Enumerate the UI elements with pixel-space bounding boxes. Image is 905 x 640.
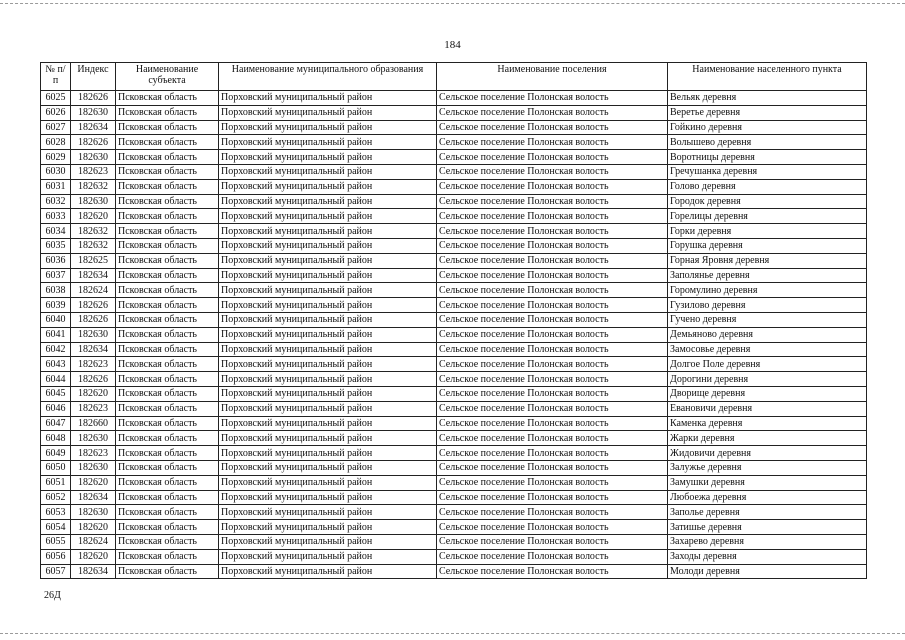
cell-num: 6036 <box>41 253 71 268</box>
cell-subject: Псковская область <box>116 460 219 475</box>
cell-num: 6054 <box>41 520 71 535</box>
cell-index: 182634 <box>71 564 116 579</box>
cell-subject: Псковская область <box>116 372 219 387</box>
cell-locality: Горомулино деревня <box>668 283 867 298</box>
cell-municipality: Порховский муниципальный район <box>219 416 437 431</box>
cell-settlement: Сельское поселение Полонская волость <box>437 120 668 135</box>
table-row <box>41 505 867 520</box>
cell-locality: Евановичи деревня <box>668 401 867 416</box>
cell-settlement: Сельское поселение Полонская волость <box>437 194 668 209</box>
cell-municipality: Порховский муниципальный район <box>219 564 437 579</box>
cell-index: 182632 <box>71 238 116 253</box>
cell-municipality: Порховский муниципальный район <box>219 327 437 342</box>
cell-locality: Залужье деревня <box>668 460 867 475</box>
cell-index: 182634 <box>71 490 116 505</box>
cell-subject: Псковская область <box>116 431 219 446</box>
cell-locality: Заполье деревня <box>668 505 867 520</box>
cell-num: 6028 <box>41 135 71 150</box>
cell-num: 6049 <box>41 446 71 461</box>
cell-locality: Волышево деревня <box>668 135 867 150</box>
table-row <box>41 564 867 579</box>
footer-code: 26Д <box>44 590 61 601</box>
table-row <box>41 105 867 120</box>
table-row <box>41 268 867 283</box>
cell-num: 6055 <box>41 534 71 549</box>
cell-municipality: Порховский муниципальный район <box>219 120 437 135</box>
cell-index: 182630 <box>71 460 116 475</box>
cell-locality: Захарево деревня <box>668 534 867 549</box>
cell-settlement: Сельское поселение Полонская волость <box>437 490 668 505</box>
table-row <box>41 312 867 327</box>
table-row <box>41 91 867 106</box>
table-row <box>41 342 867 357</box>
cell-settlement: Сельское поселение Полонская волость <box>437 564 668 579</box>
table-row <box>41 416 867 431</box>
cell-subject: Псковская область <box>116 150 219 165</box>
cell-settlement: Сельское поселение Полонская волость <box>437 105 668 120</box>
cell-subject: Псковская область <box>116 416 219 431</box>
header-locality: Наименование населенного пункта <box>668 63 867 91</box>
cell-settlement: Сельское поселение Полонская волость <box>437 253 668 268</box>
cell-settlement: Сельское поселение Полонская волость <box>437 342 668 357</box>
cell-settlement: Сельское поселение Полонская волость <box>437 179 668 194</box>
cell-num: 6034 <box>41 224 71 239</box>
cell-locality: Дворище деревня <box>668 386 867 401</box>
cell-index: 182630 <box>71 431 116 446</box>
cell-settlement: Сельское поселение Полонская волость <box>437 475 668 490</box>
cell-municipality: Порховский муниципальный район <box>219 150 437 165</box>
cell-index: 182626 <box>71 372 116 387</box>
cell-locality: Вельяк деревня <box>668 91 867 106</box>
cell-municipality: Порховский муниципальный район <box>219 135 437 150</box>
cell-index: 182626 <box>71 91 116 106</box>
page-number: 184 <box>444 39 461 51</box>
table-row <box>41 327 867 342</box>
cell-index: 182626 <box>71 312 116 327</box>
cell-subject: Псковская область <box>116 549 219 564</box>
cell-num: 6031 <box>41 179 71 194</box>
cell-municipality: Порховский муниципальный район <box>219 357 437 372</box>
cell-index: 182626 <box>71 135 116 150</box>
cell-locality: Воротницы деревня <box>668 150 867 165</box>
cell-index: 182620 <box>71 386 116 401</box>
table-row <box>41 194 867 209</box>
table-row <box>41 549 867 564</box>
cell-municipality: Порховский муниципальный район <box>219 179 437 194</box>
cell-municipality: Порховский муниципальный район <box>219 298 437 313</box>
cell-num: 6039 <box>41 298 71 313</box>
cell-settlement: Сельское поселение Полонская волость <box>437 283 668 298</box>
cell-settlement: Сельское поселение Полонская волость <box>437 549 668 564</box>
cell-index: 182632 <box>71 224 116 239</box>
cell-index: 182623 <box>71 164 116 179</box>
cell-locality: Гузилово деревня <box>668 298 867 313</box>
cell-settlement: Сельское поселение Полонская волость <box>437 357 668 372</box>
cell-locality: Горки деревня <box>668 224 867 239</box>
cell-index: 182630 <box>71 194 116 209</box>
cell-subject: Псковская область <box>116 105 219 120</box>
cell-subject: Псковская область <box>116 446 219 461</box>
table-row <box>41 386 867 401</box>
cell-index: 182623 <box>71 357 116 372</box>
cell-locality: Горушка деревня <box>668 238 867 253</box>
cell-municipality: Порховский муниципальный район <box>219 224 437 239</box>
cell-municipality: Порховский муниципальный район <box>219 549 437 564</box>
cell-locality: Замосовье деревня <box>668 342 867 357</box>
cell-subject: Псковская область <box>116 298 219 313</box>
cell-subject: Псковская область <box>116 238 219 253</box>
cell-settlement: Сельское поселение Полонская волость <box>437 401 668 416</box>
cell-index: 182634 <box>71 120 116 135</box>
cell-index: 182634 <box>71 268 116 283</box>
cell-num: 6032 <box>41 194 71 209</box>
cell-settlement: Сельское поселение Полонская волость <box>437 238 668 253</box>
cell-locality: Жидовичи деревня <box>668 446 867 461</box>
cell-settlement: Сельское поселение Полонская волость <box>437 416 668 431</box>
cell-subject: Псковская область <box>116 135 219 150</box>
bottom-scan-edge <box>0 633 905 634</box>
cell-municipality: Порховский муниципальный район <box>219 268 437 283</box>
cell-subject: Псковская область <box>116 357 219 372</box>
table-row <box>41 372 867 387</box>
cell-subject: Псковская область <box>116 505 219 520</box>
cell-municipality: Порховский муниципальный район <box>219 460 437 475</box>
cell-municipality: Порховский муниципальный район <box>219 209 437 224</box>
cell-num: 6046 <box>41 401 71 416</box>
cell-settlement: Сельское поселение Полонская волость <box>437 164 668 179</box>
cell-index: 182623 <box>71 446 116 461</box>
table-row <box>41 135 867 150</box>
cell-settlement: Сельское поселение Полонская волость <box>437 268 668 283</box>
cell-locality: Жарки деревня <box>668 431 867 446</box>
cell-settlement: Сельское поселение Полонская волость <box>437 386 668 401</box>
cell-num: 6029 <box>41 150 71 165</box>
cell-num: 6043 <box>41 357 71 372</box>
cell-municipality: Порховский муниципальный район <box>219 372 437 387</box>
cell-subject: Псковская область <box>116 209 219 224</box>
table-row <box>41 283 867 298</box>
table-row <box>41 431 867 446</box>
cell-index: 182623 <box>71 401 116 416</box>
cell-index: 182620 <box>71 209 116 224</box>
cell-index: 182660 <box>71 416 116 431</box>
cell-locality: Гучено деревня <box>668 312 867 327</box>
cell-municipality: Порховский муниципальный район <box>219 401 437 416</box>
cell-index: 182625 <box>71 253 116 268</box>
cell-municipality: Порховский муниципальный район <box>219 505 437 520</box>
cell-locality: Дорогини деревня <box>668 372 867 387</box>
cell-subject: Псковская область <box>116 253 219 268</box>
table-header-row <box>41 63 867 91</box>
cell-index: 182632 <box>71 179 116 194</box>
cell-locality: Горелицы деревня <box>668 209 867 224</box>
cell-num: 6048 <box>41 431 71 446</box>
cell-num: 6026 <box>41 105 71 120</box>
cell-subject: Псковская область <box>116 401 219 416</box>
cell-municipality: Порховский муниципальный район <box>219 520 437 535</box>
cell-num: 6038 <box>41 283 71 298</box>
cell-settlement: Сельское поселение Полонская волость <box>437 209 668 224</box>
cell-municipality: Порховский муниципальный район <box>219 490 437 505</box>
cell-subject: Псковская область <box>116 342 219 357</box>
cell-num: 6056 <box>41 549 71 564</box>
cell-settlement: Сельское поселение Полонская волость <box>437 372 668 387</box>
cell-municipality: Порховский муниципальный район <box>219 431 437 446</box>
cell-subject: Псковская область <box>116 164 219 179</box>
cell-municipality: Порховский муниципальный район <box>219 194 437 209</box>
cell-subject: Псковская область <box>116 520 219 535</box>
cell-index: 182634 <box>71 342 116 357</box>
cell-subject: Псковская область <box>116 312 219 327</box>
table-row <box>41 446 867 461</box>
cell-locality: Веретье деревня <box>668 105 867 120</box>
cell-settlement: Сельское поселение Полонская волость <box>437 224 668 239</box>
cell-num: 6047 <box>41 416 71 431</box>
cell-settlement: Сельское поселение Полонская волость <box>437 312 668 327</box>
cell-locality: Заполянье деревня <box>668 268 867 283</box>
cell-locality: Долгое Поле деревня <box>668 357 867 372</box>
cell-municipality: Порховский муниципальный район <box>219 475 437 490</box>
cell-municipality: Порховский муниципальный район <box>219 238 437 253</box>
header-index: Индекс <box>71 63 116 91</box>
cell-index: 182630 <box>71 105 116 120</box>
table-row <box>41 401 867 416</box>
cell-settlement: Сельское поселение Полонская волость <box>437 150 668 165</box>
table-row <box>41 224 867 239</box>
header-num: № п/п <box>41 63 71 91</box>
cell-municipality: Порховский муниципальный район <box>219 312 437 327</box>
table-body <box>41 91 867 579</box>
table-row <box>41 298 867 313</box>
cell-subject: Псковская область <box>116 490 219 505</box>
table-row <box>41 253 867 268</box>
cell-locality: Демьяново деревня <box>668 327 867 342</box>
cell-num: 6057 <box>41 564 71 579</box>
cell-index: 182630 <box>71 327 116 342</box>
table-row <box>41 120 867 135</box>
cell-subject: Псковская область <box>116 475 219 490</box>
table-row <box>41 238 867 253</box>
cell-num: 6025 <box>41 91 71 106</box>
cell-municipality: Порховский муниципальный район <box>219 253 437 268</box>
cell-municipality: Порховский муниципальный район <box>219 105 437 120</box>
table-row <box>41 179 867 194</box>
cell-settlement: Сельское поселение Полонская волость <box>437 446 668 461</box>
cell-subject: Псковская область <box>116 91 219 106</box>
cell-num: 6050 <box>41 460 71 475</box>
cell-num: 6052 <box>41 490 71 505</box>
cell-num: 6037 <box>41 268 71 283</box>
top-scan-edge <box>0 3 905 4</box>
cell-locality: Каменка деревня <box>668 416 867 431</box>
cell-subject: Псковская область <box>116 179 219 194</box>
cell-num: 6051 <box>41 475 71 490</box>
header-settlement: Наименование поселения <box>437 63 668 91</box>
table-row <box>41 357 867 372</box>
cell-subject: Псковская область <box>116 564 219 579</box>
cell-locality: Гречушанка деревня <box>668 164 867 179</box>
cell-index: 182620 <box>71 475 116 490</box>
cell-settlement: Сельское поселение Полонская волость <box>437 327 668 342</box>
cell-num: 6035 <box>41 238 71 253</box>
cell-municipality: Порховский муниципальный район <box>219 283 437 298</box>
cell-locality: Молоди деревня <box>668 564 867 579</box>
cell-index: 182624 <box>71 283 116 298</box>
table-row <box>41 460 867 475</box>
cell-settlement: Сельское поселение Полонская волость <box>437 135 668 150</box>
cell-locality: Городок деревня <box>668 194 867 209</box>
cell-municipality: Порховский муниципальный район <box>219 446 437 461</box>
cell-subject: Псковская область <box>116 120 219 135</box>
cell-locality: Гойкино деревня <box>668 120 867 135</box>
cell-locality: Горная Яровня деревня <box>668 253 867 268</box>
cell-num: 6042 <box>41 342 71 357</box>
cell-settlement: Сельское поселение Полонская волость <box>437 298 668 313</box>
cell-index: 182620 <box>71 549 116 564</box>
table-row <box>41 534 867 549</box>
cell-settlement: Сельское поселение Полонская волость <box>437 520 668 535</box>
cell-subject: Псковская область <box>116 224 219 239</box>
cell-settlement: Сельское поселение Полонская волость <box>437 505 668 520</box>
table-row <box>41 490 867 505</box>
cell-index: 182626 <box>71 298 116 313</box>
cell-locality: Голово деревня <box>668 179 867 194</box>
cell-num: 6041 <box>41 327 71 342</box>
cell-subject: Псковская область <box>116 283 219 298</box>
cell-index: 182624 <box>71 534 116 549</box>
cell-num: 6045 <box>41 386 71 401</box>
cell-num: 6033 <box>41 209 71 224</box>
cell-index: 182630 <box>71 505 116 520</box>
cell-subject: Псковская область <box>116 534 219 549</box>
cell-settlement: Сельское поселение Полонская волость <box>437 534 668 549</box>
header-subject: Наименование субъекта <box>116 63 219 91</box>
table-row <box>41 164 867 179</box>
cell-settlement: Сельское поселение Полонская волость <box>437 460 668 475</box>
cell-subject: Псковская область <box>116 268 219 283</box>
cell-num: 6044 <box>41 372 71 387</box>
table-row <box>41 475 867 490</box>
cell-locality: Затишье деревня <box>668 520 867 535</box>
cell-num: 6030 <box>41 164 71 179</box>
cell-num: 6053 <box>41 505 71 520</box>
table-row <box>41 520 867 535</box>
cell-subject: Псковская область <box>116 327 219 342</box>
header-municipality: Наименование муниципального образования <box>219 63 437 91</box>
cell-settlement: Сельское поселение Полонская волость <box>437 431 668 446</box>
cell-municipality: Порховский муниципальный район <box>219 534 437 549</box>
cell-municipality: Порховский муниципальный район <box>219 386 437 401</box>
cell-municipality: Порховский муниципальный район <box>219 164 437 179</box>
cell-num: 6027 <box>41 120 71 135</box>
cell-num: 6040 <box>41 312 71 327</box>
cell-index: 182620 <box>71 520 116 535</box>
cell-municipality: Порховский муниципальный район <box>219 91 437 106</box>
cell-subject: Псковская область <box>116 194 219 209</box>
cell-subject: Псковская область <box>116 386 219 401</box>
cell-locality: Заходы деревня <box>668 549 867 564</box>
cell-municipality: Порховский муниципальный район <box>219 342 437 357</box>
localities-table <box>40 62 867 579</box>
cell-settlement: Сельское поселение Полонская волость <box>437 91 668 106</box>
cell-locality: Замушки деревня <box>668 475 867 490</box>
table-row <box>41 209 867 224</box>
cell-index: 182630 <box>71 150 116 165</box>
cell-locality: Любоежа деревня <box>668 490 867 505</box>
table-row <box>41 150 867 165</box>
